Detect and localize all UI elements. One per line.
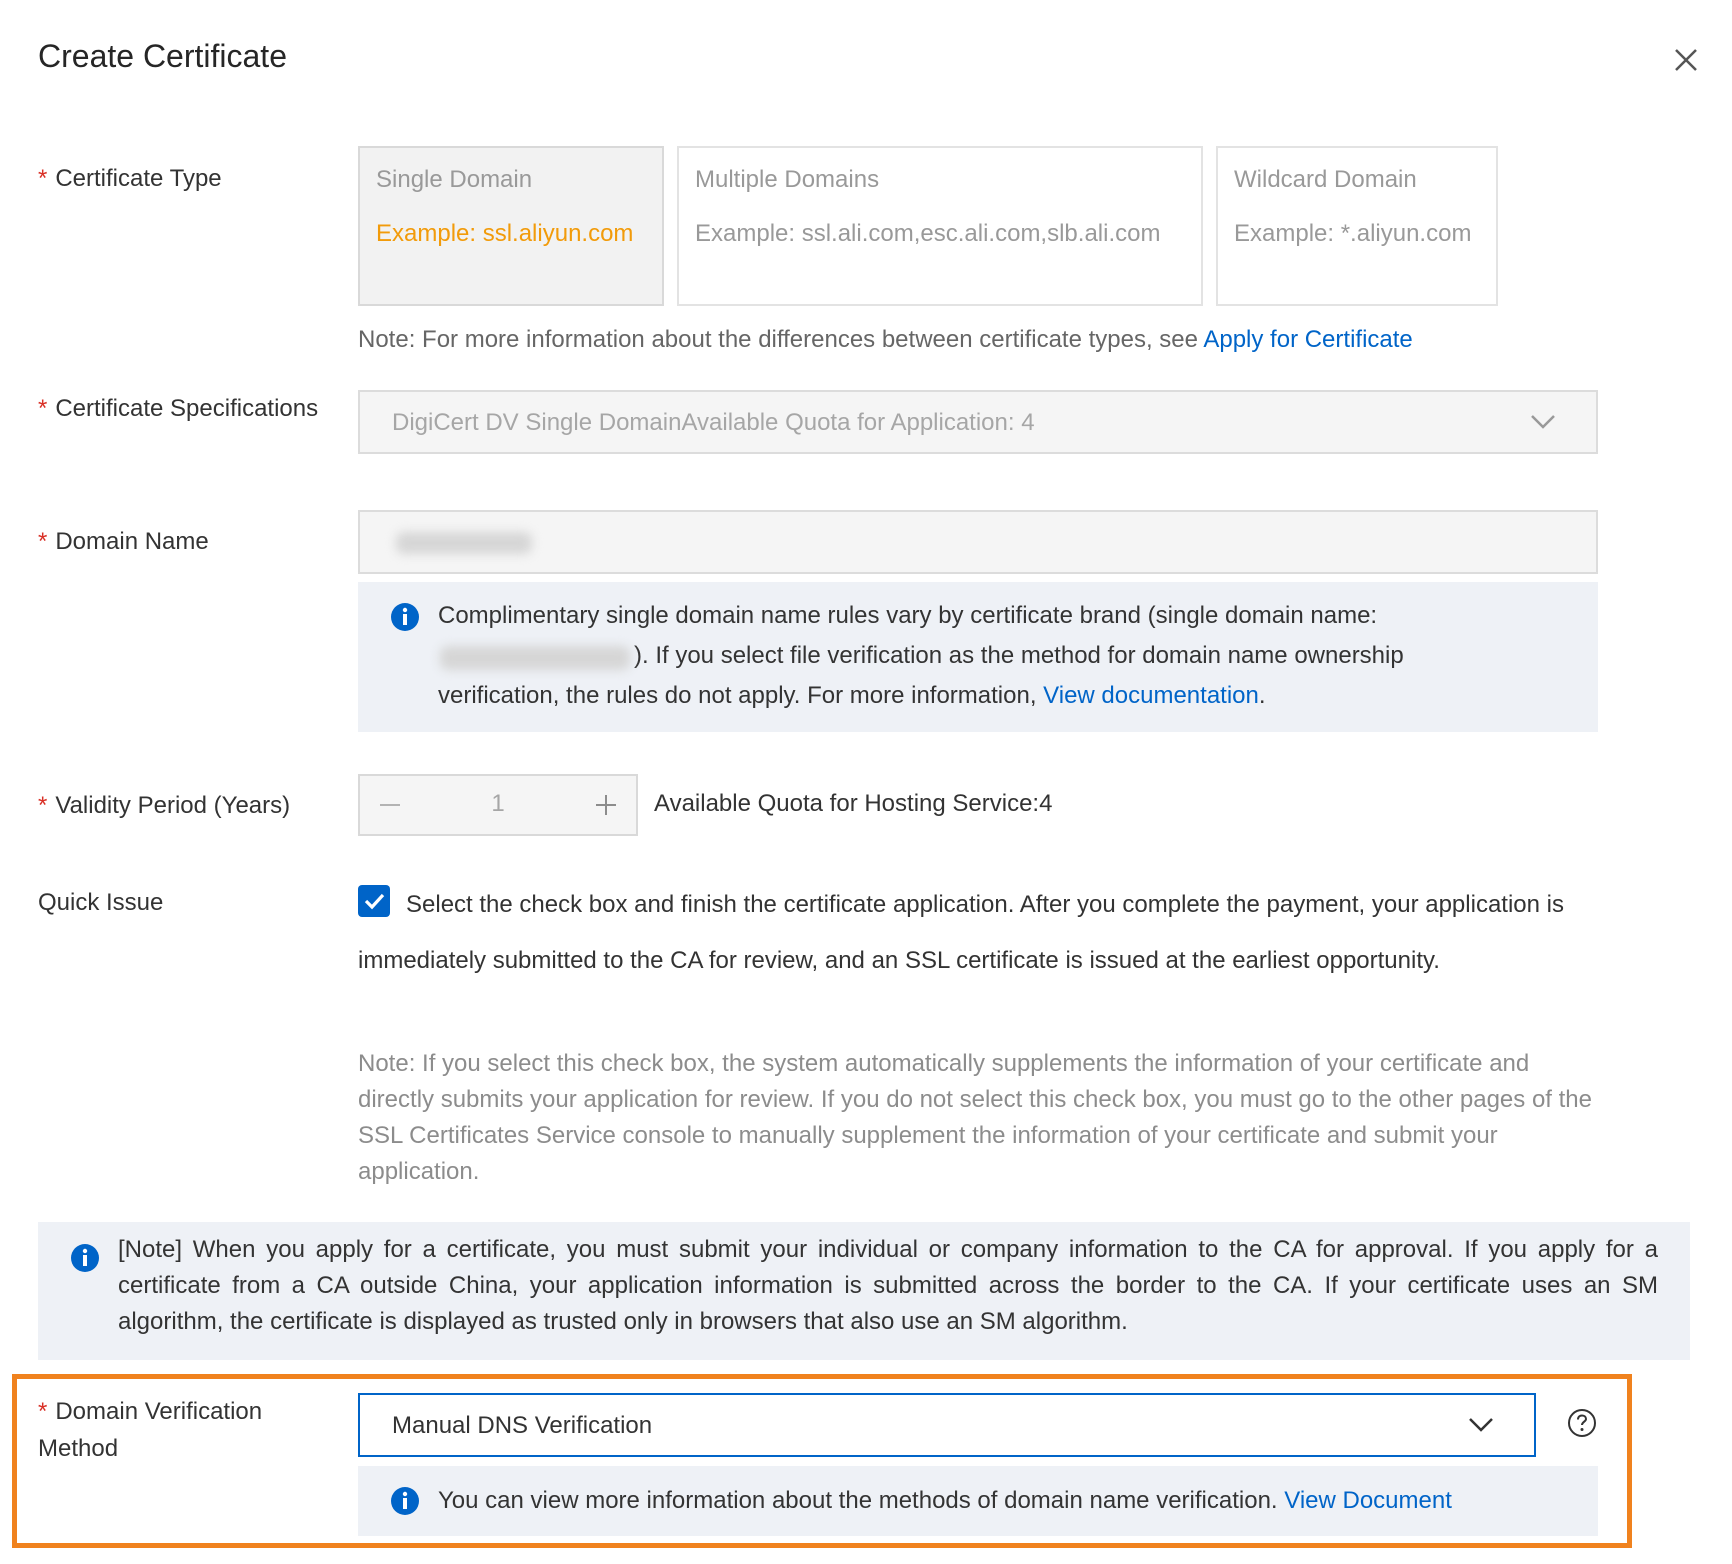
certificate-type-label bbox=[38, 160, 328, 197]
info-line bbox=[438, 636, 1578, 676]
specifications-label-text: Certificate Specifications bbox=[55, 395, 319, 422]
domain-name-info-box bbox=[358, 582, 1598, 732]
domain-name-info-text bbox=[438, 596, 1578, 716]
required-marker: * bbox=[38, 165, 48, 192]
close-icon[interactable] bbox=[1668, 42, 1704, 78]
quick-issue-text: Select the check box and finish the certificate application. After you complete the payment, your application is immediately submitted to the CA for review, and an SSL certificate is issued at the earliest opportunity. bbox=[358, 891, 1564, 974]
note-text: Note: For more information about the differences between certificate types, see bbox=[358, 326, 1204, 353]
card-example: Example: *.aliyun.com bbox=[1234, 220, 1472, 247]
global-note-box bbox=[38, 1222, 1690, 1360]
verification-info-line: You can view more information about the methods of domain name verification. bbox=[438, 1487, 1285, 1514]
decrement-button[interactable] bbox=[360, 776, 420, 834]
info-line-period: . bbox=[1258, 682, 1266, 709]
validity-value: 1 bbox=[491, 790, 505, 817]
info-line-prefix: verification, the rules do not apply. For more information, bbox=[438, 682, 1044, 709]
validity-label-text: Validity Period (Years) bbox=[55, 792, 291, 819]
card-single-domain[interactable] bbox=[358, 146, 664, 306]
quick-issue-label: Quick Issue bbox=[38, 889, 164, 916]
card-multiple-domains[interactable] bbox=[677, 146, 1203, 306]
increment-button[interactable] bbox=[576, 776, 636, 834]
apply-for-certificate-link[interactable]: Apply for Certificate bbox=[1203, 326, 1413, 353]
info-line bbox=[438, 676, 1578, 716]
required-marker: * bbox=[38, 528, 48, 555]
card-title: Single Domain bbox=[376, 166, 533, 193]
info-icon bbox=[390, 602, 420, 632]
info-icon bbox=[70, 1243, 100, 1273]
domain-name-input[interactable] bbox=[358, 510, 1598, 574]
view-documentation-link[interactable]: View documentation bbox=[1043, 682, 1259, 709]
specifications-value: DigiCert DV Single DomainAvailable Quota for Application: 4 bbox=[392, 409, 1035, 436]
check-icon bbox=[358, 885, 390, 917]
required-marker: * bbox=[38, 792, 48, 819]
domain-name-label-text: Domain Name bbox=[55, 528, 209, 555]
dialog-title: Create Certificate bbox=[38, 38, 287, 74]
card-title: Multiple Domains bbox=[695, 166, 880, 193]
info-icon bbox=[390, 1486, 420, 1516]
verification-method-select[interactable] bbox=[358, 1393, 1536, 1457]
redacted-domain bbox=[396, 532, 532, 554]
certificate-type-note bbox=[358, 326, 1413, 354]
quick-issue-checkbox[interactable] bbox=[358, 885, 390, 917]
card-example: Example: ssl.aliyun.com bbox=[376, 220, 634, 247]
card-title: Wildcard Domain bbox=[1234, 166, 1417, 193]
redacted-example bbox=[438, 644, 634, 670]
view-document-link[interactable]: View Document bbox=[1284, 1487, 1452, 1514]
validity-stepper[interactable] bbox=[358, 774, 638, 836]
hosting-quota-text: Available Quota for Hosting Service:4 bbox=[654, 790, 1053, 817]
info-line: Complimentary single domain name rules vary by certificate brand (single domain name: bbox=[438, 602, 1378, 629]
specifications-select[interactable] bbox=[358, 390, 1598, 454]
redacted-block bbox=[440, 646, 630, 670]
verification-label bbox=[38, 1393, 328, 1467]
chevron-down-icon bbox=[1468, 1417, 1494, 1438]
required-marker: * bbox=[38, 395, 48, 422]
global-note-text: [Note] When you apply for a certificate, you must submit your individual or company information to the CA for approval. If you apply for a certificate from a CA outside China, your application information is submitted across the border to the CA. If your certificate uses an SM algorithm, the certificate is displayed as trusted only in browsers that also use an SM algorithm. bbox=[118, 1236, 1658, 1335]
verification-info-text bbox=[438, 1481, 1452, 1521]
card-example: Example: ssl.ali.com,esc.ali.com,slb.ali.com bbox=[695, 220, 1161, 247]
required-marker: * bbox=[38, 1398, 48, 1425]
chevron-down-icon bbox=[1530, 414, 1556, 435]
verification-info-box bbox=[358, 1466, 1598, 1536]
help-icon[interactable] bbox=[1567, 1408, 1597, 1438]
domain-name-label bbox=[38, 523, 328, 560]
certificate-type-label-text: Certificate Type bbox=[55, 165, 222, 192]
verification-label-text: Domain Verification Method bbox=[38, 1398, 263, 1462]
quick-issue-note: Note: If you select this check box, the system automatically supplements the information of your certificate and directly submits your application for review. If you do not select this check box, you must go to the other pages of the SSL Certificates Service console to manually supplement the information of your certificate and submit your application. bbox=[358, 1050, 1592, 1185]
card-wildcard-domain[interactable] bbox=[1216, 146, 1498, 306]
specifications-label bbox=[38, 390, 328, 427]
verification-method-value: Manual DNS Verification bbox=[392, 1412, 653, 1439]
info-line-suffix: ). If you select file verification as the method for domain name ownership bbox=[634, 642, 1404, 669]
validity-label bbox=[38, 787, 328, 824]
